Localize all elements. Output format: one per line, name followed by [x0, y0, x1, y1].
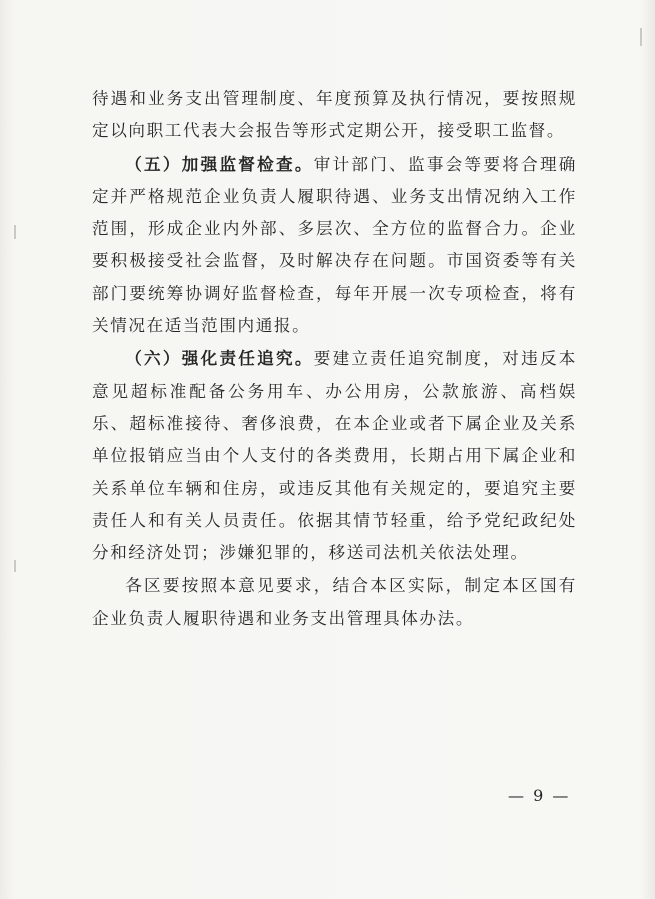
paragraph-text: 待遇和业务支出管理制度、年度预算及执行情况，要按照规定以向职工代表大会报告等形式定期公开，接受职工监督。 [92, 89, 577, 141]
paragraph-text: 各区要按照本意见要求，结合本区实际，制定本区国有企业负责人履职待遇和业务支出管理具体办法。 [92, 576, 577, 628]
paragraph-lead: （六）强化责任追究。 [125, 348, 314, 369]
scan-edge-mark [640, 28, 642, 46]
paragraph-section-five [92, 148, 577, 343]
page-number: — 9 — [508, 786, 571, 805]
scan-edge-mark [14, 225, 16, 239]
paragraph-text: 审计部门、监事会等要将合理确定并严格规范企业负责人履职待遇、业务支出情况纳入工作范围，形成企业内外部、多层次、全方位的监督合力。企业要积极接受社会监督，及时解决存在问题。市国资委等有关部门要统筹协调好监督检查，每年开展一次专项检查，将有关情况在适当范围内通报。 [92, 154, 577, 336]
paragraph-closing [92, 569, 577, 635]
paragraph-section-six [92, 342, 577, 569]
document-body [92, 82, 577, 635]
paragraph-text: 要建立责任追究制度，对违反本意见超标准配备公务用车、办公用房，公款旅游、高档娱乐、超标准接待、奢侈浪费，在本企业或者下属企业及关系单位报销应当由个人支付的各类费用，长期占用下属企业和关系单位车辆和住房，或违反其他有关规定的，要追究主要责任人和有关人员责任。依据其情节轻重，给予党纪政纪处分和经济处罚；涉嫌犯罪的，移送司法机关依法处理。 [92, 349, 577, 563]
paragraph-lead: （五）加强监督检查。 [125, 153, 314, 174]
scan-edge-mark [14, 560, 16, 572]
paragraph-continuation [92, 82, 577, 148]
